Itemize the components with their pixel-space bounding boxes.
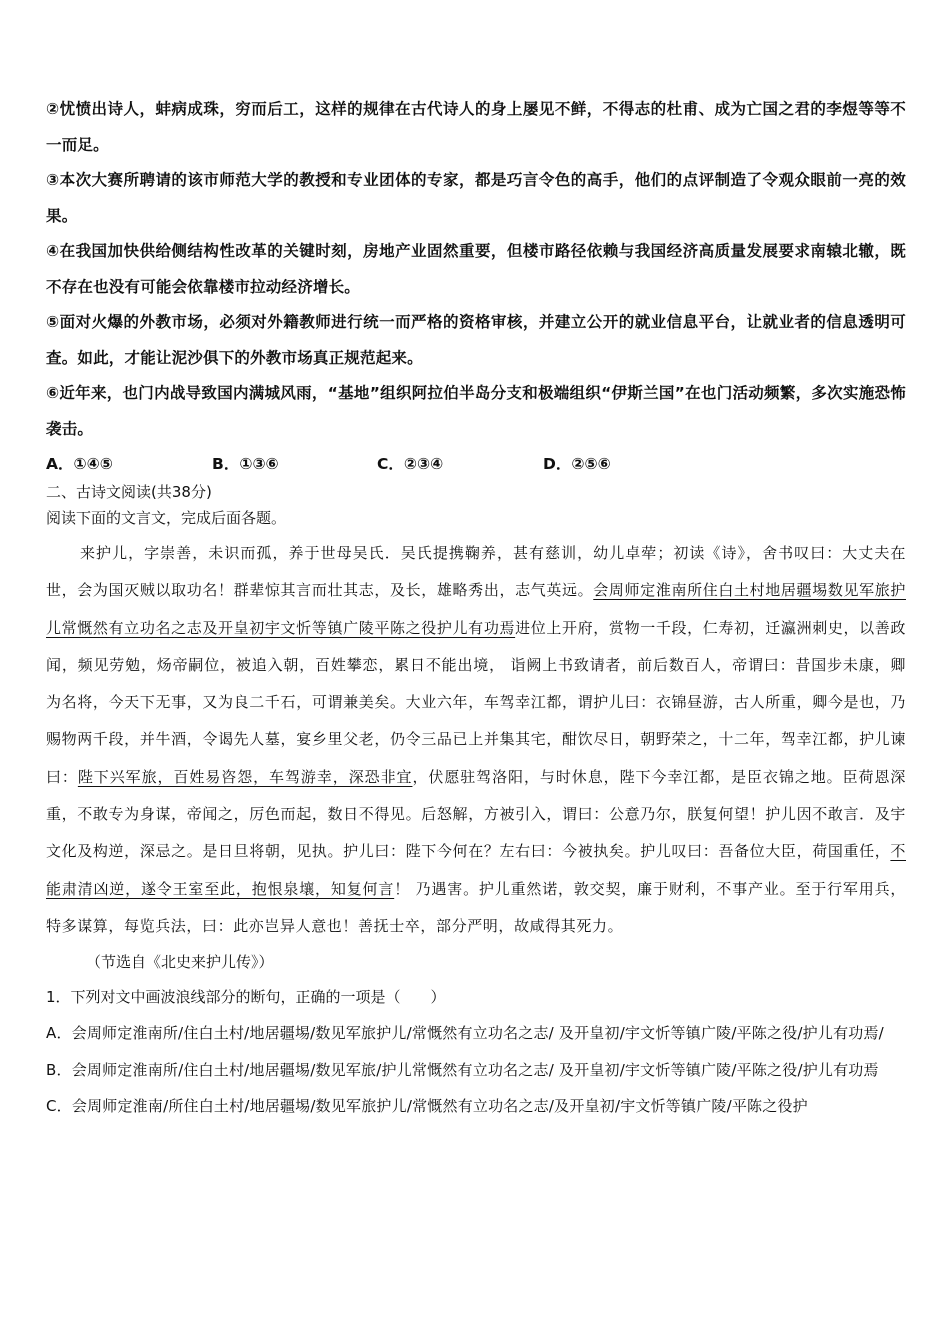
- underlined-sentence-2: 不能肃清凶逆，遂令王室至此，抱恨泉壤，知复何言: [46, 842, 906, 898]
- statement-6: ⑥近年来，也门内战导致国内满城风雨，“基地”组织阿拉伯半岛分支和极端组织“伊斯兰国”在也门活动频繁，多次实施恐怖袭击。: [46, 384, 906, 438]
- passage-part-4: ！ 乃遇害。护儿重然诺，敦交契，廉于财利，不事产业。至于行军用兵，特多谋算，每览兵法，曰：此亦岂异人意也！善抚士卒，部分严明，故咸得其死力。: [46, 879, 906, 935]
- option-a[interactable]: A．①④⑤: [46, 455, 113, 473]
- passage-source: （节选自《北史来护儿传》）: [86, 953, 274, 972]
- answer-options: [46, 449, 906, 479]
- statement-list: [46, 92, 906, 447]
- reading-instruction: 阅读下面的文言文，完成后面各题。: [46, 509, 287, 527]
- section-title: 二、古诗文阅读(共38分): [46, 483, 212, 501]
- choice-b[interactable]: B．会周师定淮南所/住白土村/地居疆埸/数见军旅/护儿常慨然有立功名之志/ 及开皇初/宇文忻等镇广陵/平陈之役/护儿有功焉: [46, 1060, 879, 1079]
- exam-page: [46, 92, 906, 1125]
- wavy-underlined-sentence: 会周师定淮南所住白土村地居疆埸数见军旅护儿常慨然有立功名之志及开皇初宇文忻等镇广陵平陈之役护儿有功焉: [46, 581, 906, 637]
- choice-c[interactable]: C．会周师定淮南/所住白土村/地居疆埸/数见军旅护儿/常慨然有立功名之志/及开皇初/宇文忻等镇广陵/平陈之役护: [46, 1097, 808, 1116]
- passage-part-2: 进位上开府，赏物一千段，仁寿初，迁瀛洲刺史，以善政闻，频见劳勉，炀帝嗣位，被追入朝，百姓攀恋，累日不能出境， 诣阙上书致请者，前后数百人，帝谓曰：昔国步未康，卿为名将，今天下无事，又为良二千石，可谓兼美矣。大业六年，车驾幸江都，谓护儿曰：衣锦昼游，古人所重，卿今是也，乃赐物两千段，并牛酒，令谒先人墓，宴乡里父老，仍令三品已上并集其宅，酣饮尽日，朝野荣之，十二年，驾幸江都，护儿谏曰：: [46, 618, 906, 786]
- passage-part-3: ，伏愿驻驾洛阳，与时休息，陛下今幸江都，是臣衣锦之地。臣荷恩深重，不敢专为身谋，帝闻之，厉色而起，数日不得见。后怒解，方被引入，谓曰：公意乃尔，朕复何望！护儿因不敢言．及宇文化及构逆，深忌之。是日旦将朝，见执。护儿曰：陛下今何在？左右曰：今被执矣。护儿叹曰：吾备位大臣，荷国重任，: [46, 767, 907, 861]
- statement-2: ②忧愤出诗人，蚌病成珠，穷而后工，这样的规律在古代诗人的身上屡见不鲜，不得志的杜甫、成为亡国之君的李煜等等不一而足。: [46, 100, 906, 154]
- choice-a[interactable]: A．会周师定淮南所/住白土村/地居疆埸/数见军旅护儿/常慨然有立功名之志/ 及开皇初/宇文忻等镇广陵/平陈之役/护儿有功焉/: [46, 1024, 884, 1043]
- passage-part-1: 来护儿，字崇善，未识而孤，养于世母吴氏．吴氏提携鞠养，甚有慈训，幼儿卓荦；初读《诗》，舍书叹曰：大丈夫在世，会为国灭贼以取功名！群辈惊其言而壮其志，及长，雄略秀出，志气英远。: [46, 544, 906, 600]
- option-d[interactable]: D．②⑤⑥: [543, 455, 611, 473]
- classical-passage: [46, 535, 906, 945]
- underlined-sentence-1: 陛下兴军旅，百姓易咨怨，车驾游幸，深恐非宜: [77, 767, 413, 786]
- statement-4: ④在我国加快供给侧结构性改革的关键时刻，房地产业固然重要，但楼市路径依赖与我国经济高质量发展要求南辕北辙，既不存在也没有可能会依靠楼市拉动经济增长。: [46, 242, 906, 296]
- option-c[interactable]: C．②③④: [377, 455, 444, 473]
- statement-5: ⑤面对火爆的外教市场，必须对外籍教师进行统一而严格的资格审核，并建立公开的就业信息平台，让就业者的信息透明可查。如此，才能让泥沙俱下的外教市场真正规范起来。: [46, 313, 906, 367]
- statement-3: ③本次大赛所聘请的该市师范大学的教授和专业团体的专家，都是巧言令色的高手，他们的点评制造了令观众眼前一亮的效果。: [46, 171, 906, 225]
- question-1: 1．下列对文中画波浪线部分的断句，正确的一项是（ ）: [46, 988, 446, 1007]
- option-b[interactable]: B．①③⑥: [212, 455, 279, 473]
